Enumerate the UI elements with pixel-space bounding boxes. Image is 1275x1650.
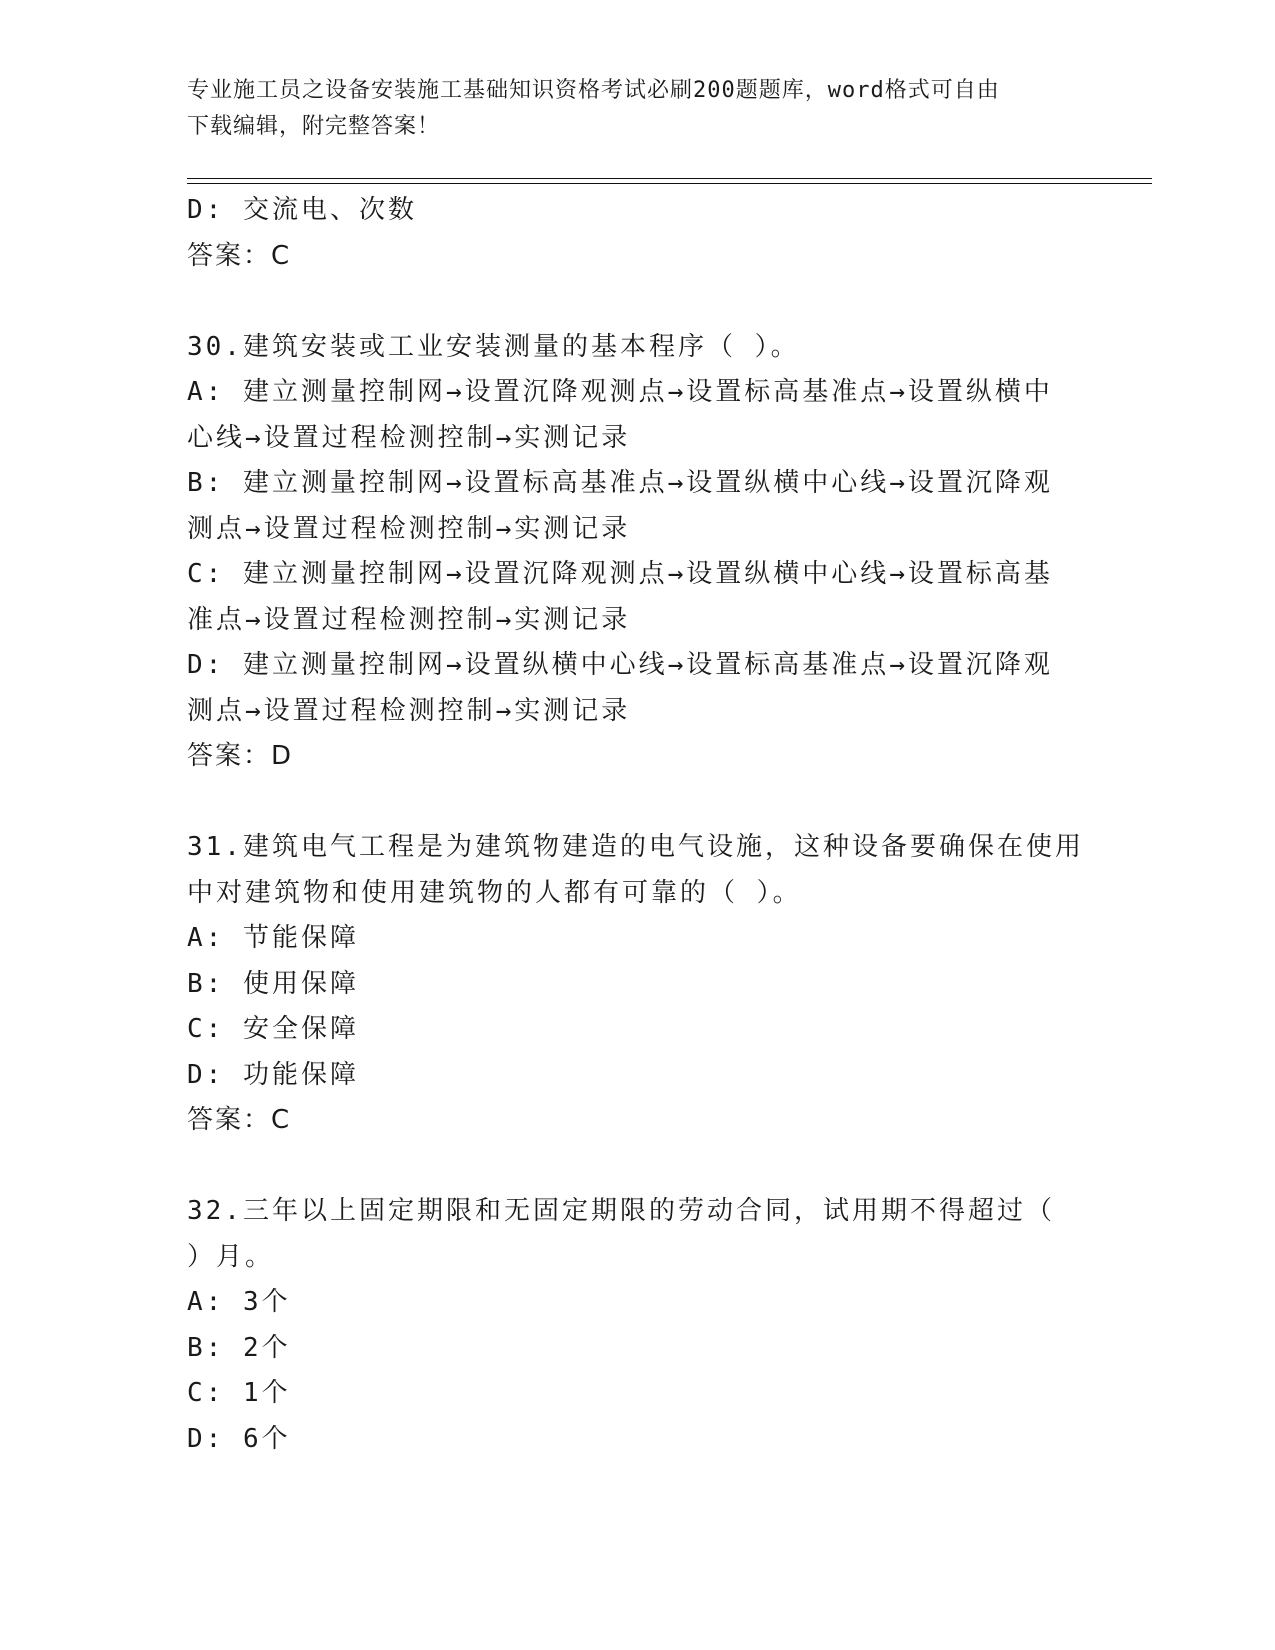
- question-32: [187, 1189, 1087, 1462]
- header-divider-top: [187, 178, 1152, 179]
- question-stem: 31.建筑电气工程是为建筑物建造的电气设施，这种设备要确保在使用: [187, 832, 1084, 862]
- header-title-line2: 下载编辑，附完整答案！: [187, 114, 441, 139]
- answer-line: 答案：C: [187, 240, 292, 271]
- option-b: B: 建立测量控制网→设置标高基准点→设置纵横中心线→设置沉降观: [187, 468, 1053, 498]
- question-stem-continued: 中对建筑物和使用建筑物的人都有可靠的（ ）。: [187, 877, 802, 908]
- option-d: D: 交流电、次数: [187, 195, 417, 225]
- answer-line: 答案：D: [187, 741, 294, 771]
- question-30: [187, 325, 1087, 780]
- question-29-tail: [187, 188, 1087, 279]
- option-b: B: 使用保障: [187, 968, 359, 999]
- option-a: A: 建立测量控制网→设置沉降观测点→设置标高基准点→设置纵横中: [187, 377, 1053, 407]
- option-c: C: 1个: [187, 1378, 291, 1408]
- option-c: C: 安全保障: [187, 1014, 359, 1044]
- question-31: [187, 825, 1087, 1144]
- answer-line: 答案：C: [187, 1105, 292, 1135]
- option-d: D: 功能保障: [187, 1059, 359, 1090]
- option-b: B: 2个: [187, 1332, 291, 1363]
- option-a-continued: 心线→设置过程检测控制→实测记录: [187, 422, 631, 453]
- question-list: [187, 188, 1087, 1462]
- spacer: [187, 279, 1087, 325]
- header-divider-bottom: [187, 183, 1152, 184]
- question-stem-continued: ）月。: [187, 1241, 275, 1272]
- option-d: D: 建立测量控制网→设置纵横中心线→设置标高基准点→设置沉降观: [187, 650, 1053, 680]
- question-stem: 30.建筑安装或工业安装测量的基本程序（ ）。: [187, 331, 800, 362]
- spacer: [187, 1144, 1087, 1190]
- header-title-line1: 专业施工员之设备安装施工基础知识资格考试必刷200题题库，word格式可自由: [187, 78, 1000, 103]
- question-stem: 32.三年以上固定期限和无固定期限的劳动合同，试用期不得超过（: [187, 1196, 1055, 1226]
- spacer: [187, 780, 1087, 826]
- option-c-continued: 准点→设置过程检测控制→实测记录: [187, 604, 631, 635]
- option-a: A: 3个: [187, 1287, 291, 1317]
- option-d: D: 6个: [187, 1423, 291, 1454]
- document-header: [187, 73, 1067, 145]
- option-b-continued: 测点→设置过程检测控制→实测记录: [187, 513, 631, 544]
- option-d-continued: 测点→设置过程检测控制→实测记录: [187, 695, 631, 726]
- option-c: C: 建立测量控制网→设置沉降观测点→设置纵横中心线→设置标高基: [187, 559, 1053, 589]
- option-a: A: 节能保障: [187, 923, 359, 953]
